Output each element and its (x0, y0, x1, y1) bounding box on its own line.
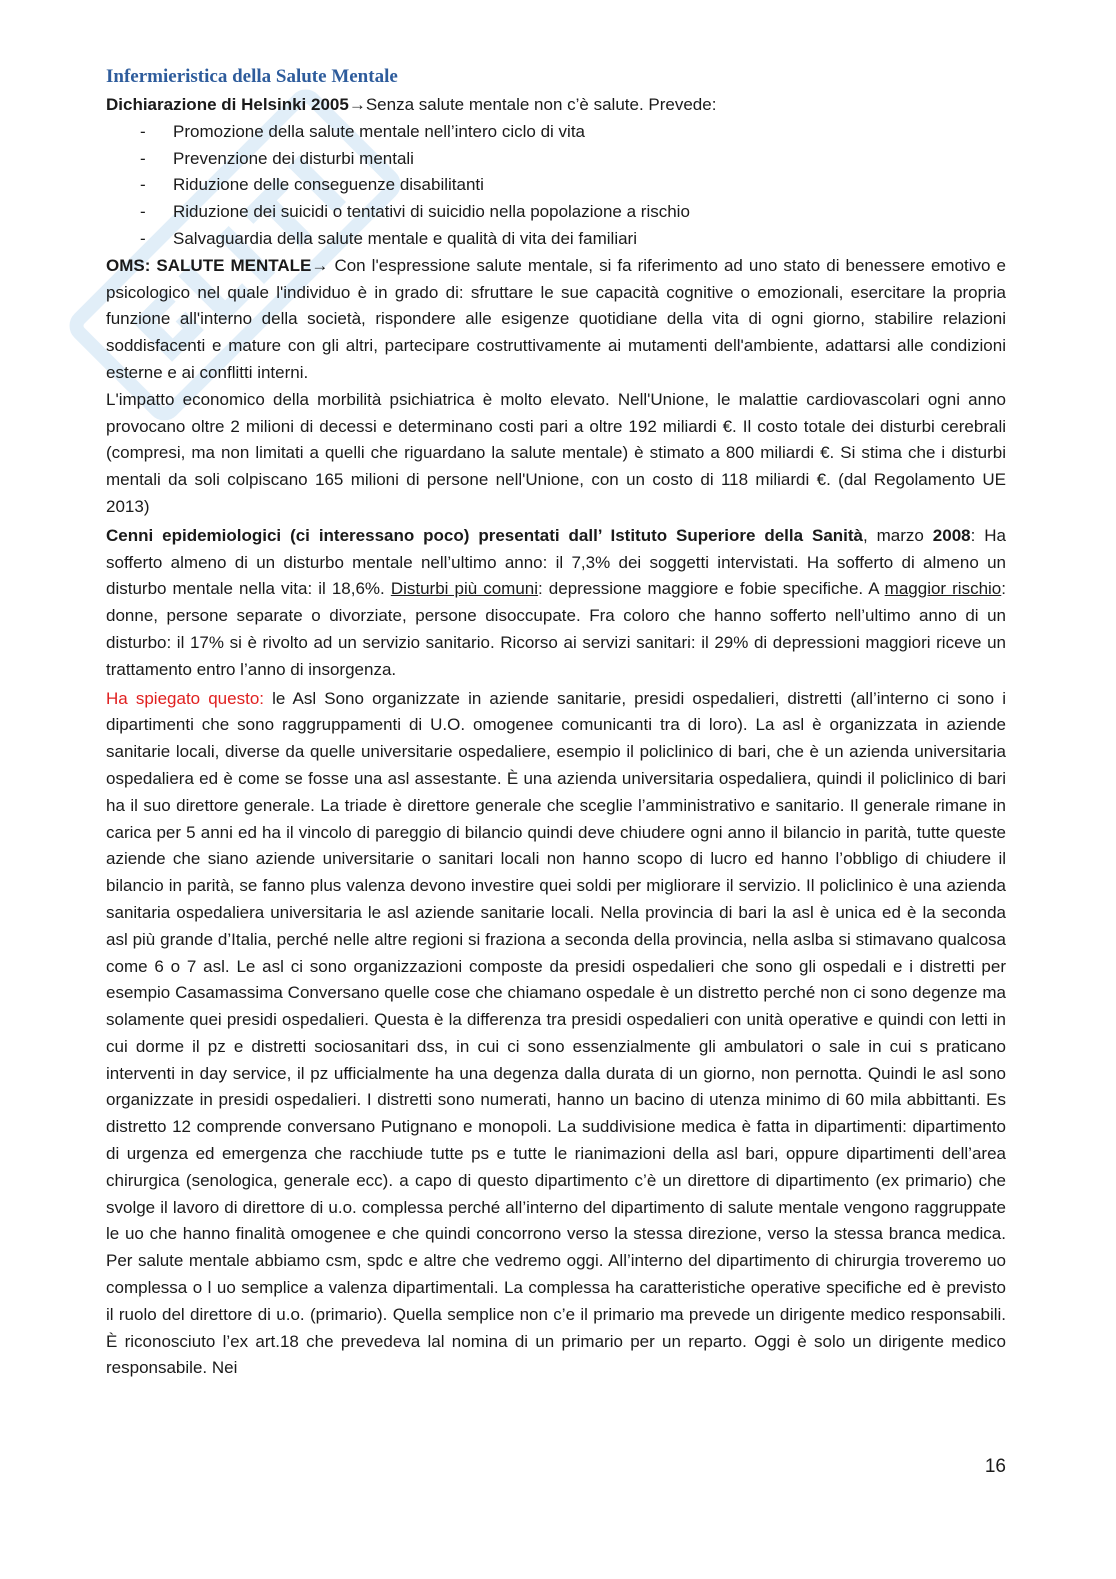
epidemiologia-paragraph (106, 523, 1006, 684)
epidemiologia-text-1: : Ha sofferto almeno di un disturbo mentale nell’ultimo anno: il 7,3% dei soggetti intervistati. Ha sofferto di almeno un disturbo mentale nella vita: il 18,6%. (106, 525, 1006, 599)
list-item: - Salvaguardia della salute mentale e qualità di vita dei familiari (106, 226, 1006, 253)
helsinki-text: Senza salute mentale non c’è salute. Prevede: (365, 95, 717, 114)
arrow-right-icon: → (348, 95, 366, 114)
impatto-paragraph: L'impatto economico della morbilità psichiatrica è molto elevato. Nell'Unione, le malattie cardiovascolari ogni anno provocano oltre 2 milioni di decessi e determinano costi pari a oltre 192 miliardi €. Il costo totale dei disturbi cerebrali (compresi, ma non limitati a quelli che riguardano la salute mentale) è stimato a 800 miliardi €. Si stima che i disturbi mentali da soli colpiscano 165 milioni di persone nell'Unione, con un costo di 118 miliardi €. (dal Regolamento UE 2013) (106, 389, 1006, 516)
epidemiologia-text-2: : depressione maggiore e fobie specifiche. A (538, 579, 885, 599)
list-item: - Riduzione delle conseguenze disabilitanti (106, 172, 1006, 199)
epidemiologia-text-3: : donne, persone separate o divorziate, persone disoccupate. Fra coloro che hanno sofferto nell’ultimo anno di un disturbo: il 17% si è rivolto ad un servizio sanitario. Ricorso ai servizi sanitari: il 29% di depressioni maggiori riceve un trattamento entro l’anno di insorgenza. (106, 579, 1006, 679)
disturbi-comuni-label: Disturbi più comuni (390, 579, 539, 599)
epidemiologia-year: 2008 (932, 525, 971, 545)
spiegato-text: le Asl Sono organizzate in aziende sanitarie, presidi ospedalieri, distretti (all’interno ci sono i dipartimenti che sono raggruppamenti di U.O. omogenee comunicanti tra di loro). La asl è organizzata in aziende sanitarie locali, diverse da quelle universitarie ospedaliere, esempio il policlinico di bari, che è un azienda universitaria ospedaliera ed è come se fosse una asl assestante. È una azienda universitaria ospedaliera, quindi il policlinico di bari ha il suo direttore generale. La triade è direttore generale che sceglie l’amministrativo e sanitario. Il generale rimane in carica per 5 anni ed ha il vincolo di pareggio di bilancio quindi deve chiudere ogni anno il bilancio in parità, tutte queste aziende che siano aziende universitarie o sanitari locali non hanno scopo di lucro ed hanno l’obbligo di chiudere il bilancio in parità, se fanno plus valenza devono investire quei soldi per migliorare il servizio. Il policlinico è una azienda sanitaria ospedaliera universitaria le asl aziende sanitarie locali. Nella provincia di bari la asl è unica ed è la seconda asl più grande d’Italia, perché nelle altre regioni si fraziona a seconda della provincia, nella aslba si stimavano qualcosa come 6 o 7 asl. Le asl ci sono organizzazioni composte da presidi ospedalieri che sono gli ospedali e i distretti per esempio Casamassima Conversano quelle cose che chiamano ospedale è un distretto perché non ci sono degenze ma solamente quei presidi ospedalieri. Questa è la differenza tra presidi ospedalieri con unità operative e quindi con letti in cui dorme il pz e distretti sociosanitari dss, in cui ci sono essenzialmente gli ambulatori o sale in cui s praticano interventi in day service, il pz ufficialmente ha una degenza dalla durata di un giorno, non pernotta. Quindi le asl sono organizzate in presidi ospedalieri. I distretti sono numerati, hanno un bacino di utenza minimo di 60 mila abbittanti. Es distretto 12 comprende conversano Putignano e monopoli. La suddivisione medica è fatta in dipartimenti: dipartimento di urgenza ed emergenza che racchiude tutte ps e tutte le rianimazioni della asl bari, oppure dipartimenti dell’area chirurgica (senologica, generale ecc). a capo di questo dipartimento c’è un direttore di dipartimento (ex primario) che svolge il lavoro di direttore di u.o. complessa perché all’interno del dipartimento di salute mentale vengono raggruppate le uo che hanno finalità omogenee e che quindi concorrono verso la stessa direzione, verso la stessa branca medica. Per salute mentale abbiamo csm, spdc e altre che vedremo oggi. All’interno del dipartimento di chirurgia troveremo uo complessa o l uo semplice a valenza dipartimentali. La complessa ha caratteristiche operative specifiche ed è previsto il ruolo del direttore di u.o. (primario). Quella semplice non c’e il primario ma prevede un dirigente medico responsabili. È riconosciuto l’ex art.18 che prevedeva lal nomina di un primario per un reparto. Oggi è solo un dirigente medico responsabile. Nei (106, 688, 1006, 1378)
helsinki-paragraph (106, 92, 1006, 119)
spiegato-label: Ha spiegato questo: (106, 688, 264, 708)
epidemiologia-date-prefix: , marzo (863, 525, 933, 545)
list-item: - Prevenzione dei disturbi mentali (106, 146, 1006, 173)
page-title: Infermieristica della Salute Mentale (106, 66, 398, 87)
oms-text: Con l'espressione salute mentale, si fa riferimento ad uno stato di benessere emotivo e psicologico nel quale l'individuo è in grado di: sfruttare le sue capacità cognitive o emozionali, esercitare la propria funzione all'interno della società, rispondere alle esigenze quotidiane della vita di ogni giorno, stabilire relazioni soddisfacenti e mature con gli altri, partecipare costruttivamente ai mutamenti dell'ambiente, adattarsi alle condizioni esterne e ai conflitti interni. (106, 255, 1006, 382)
oms-heading: OMS: SALUTE MENTALE (106, 255, 312, 275)
spiegato-paragraph (106, 686, 1006, 1383)
page-number: 16 (984, 1456, 1006, 1477)
maggior-rischio-label: maggior rischio (884, 579, 1002, 599)
list-item: - Promozione della salute mentale nell’intero ciclo di vita (106, 119, 1006, 146)
epidemiologia-heading: Cenni epidemiologici (ci interessano poco) presentati dall’ Istituto Superiore della Sanità (106, 525, 863, 545)
oms-paragraph (106, 253, 1006, 387)
arrow-right-icon: → (311, 255, 329, 275)
helsinki-list (106, 119, 1006, 253)
document-page (106, 62, 1006, 1382)
helsinki-heading: Dichiarazione di Helsinki 2005 (106, 95, 349, 114)
list-item: - Riduzione dei suicidi o tentativi di suicidio nella popolazione a rischio (106, 199, 1006, 226)
